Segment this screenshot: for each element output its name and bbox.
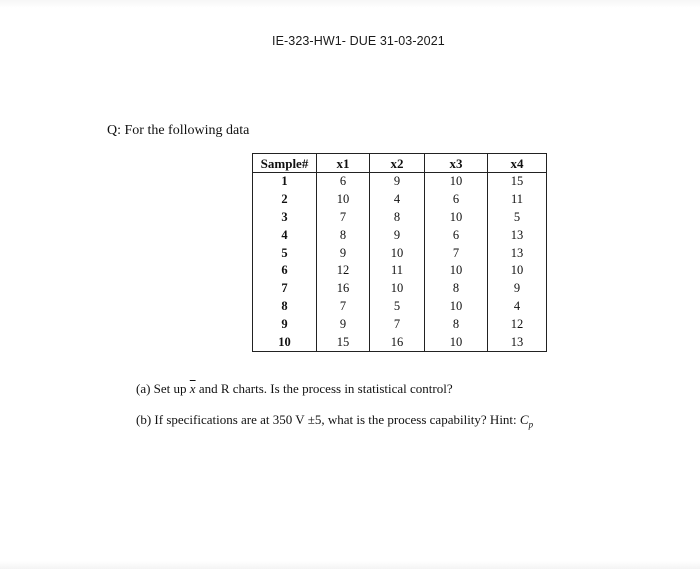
table-cell: 13 xyxy=(488,244,547,262)
column-header-x3: x3 xyxy=(425,154,488,173)
cp-subscript: p xyxy=(528,419,534,430)
table-cell: 10 xyxy=(370,280,425,298)
part-a-question xyxy=(136,381,453,397)
column-header-x1: x1 xyxy=(317,154,370,173)
table-cell: 10 xyxy=(425,333,488,351)
table-cell: 9 xyxy=(370,226,425,244)
table-cell: 7 xyxy=(317,298,370,316)
sample-number-cell: 2 xyxy=(253,191,317,209)
table-cell: 8 xyxy=(425,315,488,333)
table-cell: 6 xyxy=(425,226,488,244)
cp-symbol xyxy=(519,412,534,430)
document-header: IE-323-HW1- DUE 31-03-2021 xyxy=(272,34,445,48)
table-cell: 16 xyxy=(370,333,425,351)
table-cell: 10 xyxy=(370,244,425,262)
table-cell: 8 xyxy=(317,226,370,244)
cp-main: C xyxy=(519,412,529,427)
table-cell: 5 xyxy=(488,209,547,227)
sample-number-cell: 7 xyxy=(253,280,317,298)
table-cell: 10 xyxy=(425,262,488,280)
sample-number-cell: 3 xyxy=(253,209,317,227)
table-row xyxy=(253,298,547,316)
table-row xyxy=(253,315,547,333)
sample-number-cell: 1 xyxy=(253,173,317,191)
data-table xyxy=(252,153,547,352)
table-cell: 11 xyxy=(370,262,425,280)
sample-number-cell: 4 xyxy=(253,226,317,244)
table-cell: 4 xyxy=(488,298,547,316)
table-cell: 8 xyxy=(370,209,425,227)
part-a-text-start: (a) Set up xyxy=(136,381,190,396)
table-cell: 5 xyxy=(370,298,425,316)
table-body xyxy=(253,173,547,352)
table-cell: 9 xyxy=(488,280,547,298)
column-header-sample: Sample# xyxy=(253,154,317,173)
part-b-text: (b) If specifications are at 350 V ±5, what is the process capability? Hint: xyxy=(136,412,520,427)
table-row xyxy=(253,333,547,351)
table-cell: 12 xyxy=(317,262,370,280)
table-row xyxy=(253,191,547,209)
sample-number-cell: 5 xyxy=(253,244,317,262)
table-cell: 4 xyxy=(370,191,425,209)
table-cell: 11 xyxy=(488,191,547,209)
table-cell: 10 xyxy=(488,262,547,280)
table-cell: 10 xyxy=(425,209,488,227)
table-row xyxy=(253,226,547,244)
column-header-x2: x2 xyxy=(370,154,425,173)
table-cell: 8 xyxy=(425,280,488,298)
table-cell: 9 xyxy=(370,173,425,191)
part-a-text-end: and R charts. Is the process in statistical control? xyxy=(195,381,453,396)
sample-number-cell: 6 xyxy=(253,262,317,280)
sample-number-cell: 9 xyxy=(253,315,317,333)
table-cell: 15 xyxy=(488,173,547,191)
table-cell: 15 xyxy=(317,333,370,351)
table-row xyxy=(253,209,547,227)
table-header-row xyxy=(253,154,547,173)
sample-number-cell: 10 xyxy=(253,333,317,351)
table-row xyxy=(253,280,547,298)
column-header-x4: x4 xyxy=(488,154,547,173)
table-cell: 13 xyxy=(488,226,547,244)
table-cell: 10 xyxy=(317,191,370,209)
table-cell: 10 xyxy=(425,173,488,191)
table-cell: 9 xyxy=(317,315,370,333)
table-cell: 12 xyxy=(488,315,547,333)
sample-number-cell: 8 xyxy=(253,298,317,316)
table-row xyxy=(253,173,547,191)
table-cell: 10 xyxy=(425,298,488,316)
table-row xyxy=(253,244,547,262)
table-cell: 7 xyxy=(317,209,370,227)
table-cell: 9 xyxy=(317,244,370,262)
x-bar-symbol: $\overline{x}$ xyxy=(189,381,196,396)
table-cell: 7 xyxy=(425,244,488,262)
question-prompt: Q: For the following data xyxy=(107,123,250,138)
table-cell: 6 xyxy=(425,191,488,209)
table-row xyxy=(253,262,547,280)
table-cell: 7 xyxy=(370,315,425,333)
table-cell: 13 xyxy=(488,333,547,351)
table-cell: 16 xyxy=(317,280,370,298)
part-b-question xyxy=(136,412,533,430)
table-cell: 6 xyxy=(317,173,370,191)
